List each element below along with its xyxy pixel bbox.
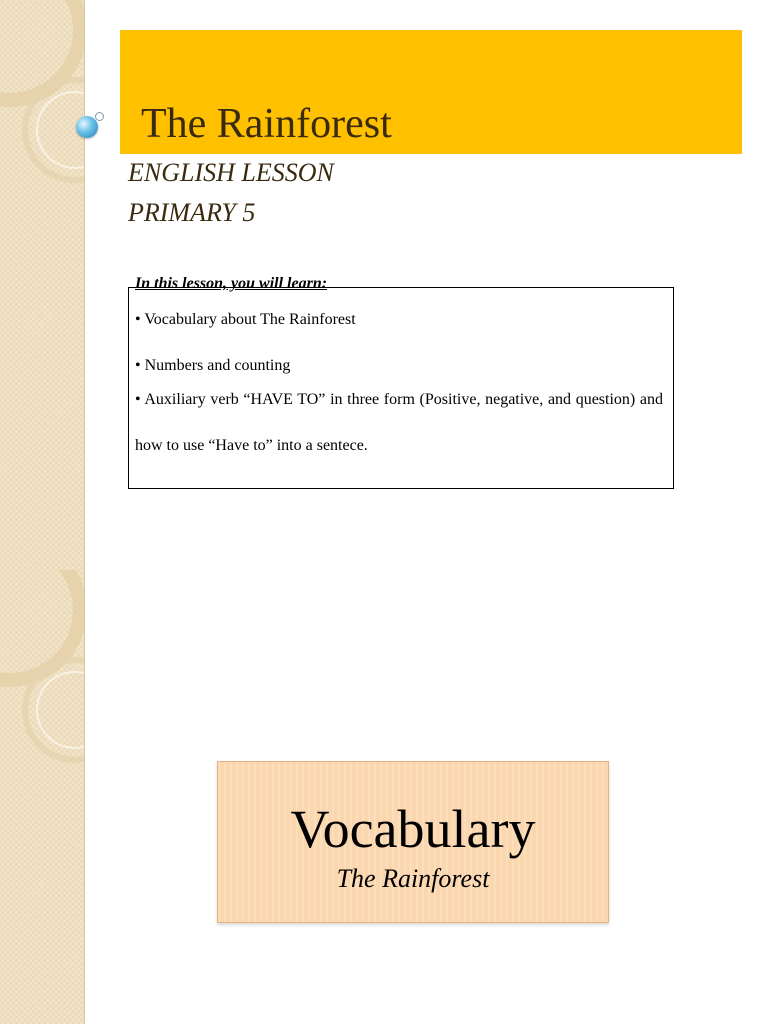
lesson-objectives-box xyxy=(128,287,674,489)
subtitle-english-lesson: ENGLISH LESSON xyxy=(128,158,334,187)
lesson-heading: In this lesson, you will learn: xyxy=(135,275,328,292)
ring-decoration-icon xyxy=(0,0,84,230)
small-circle-icon xyxy=(95,112,104,121)
lesson-item: • Auxiliary verb “HAVE TO” in three form (Positive, negative, and question) and how to use “Have to” into a sentece. xyxy=(135,391,663,454)
bullet-orb-icon xyxy=(76,116,98,138)
ring-decoration-icon xyxy=(0,570,84,810)
vocabulary-subtitle: The Rainforest xyxy=(336,864,490,893)
slide-title: The Rainforest xyxy=(141,101,392,147)
lesson-item: • Numbers and counting xyxy=(135,357,291,374)
lesson-item: • Vocabulary about The Rainforest xyxy=(135,311,356,328)
decorative-side-strip xyxy=(0,0,85,1024)
vocabulary-title: Vocabulary xyxy=(290,799,536,859)
subtitle-primary: PRIMARY 5 xyxy=(128,198,256,227)
vocabulary-slide-card xyxy=(217,761,609,923)
